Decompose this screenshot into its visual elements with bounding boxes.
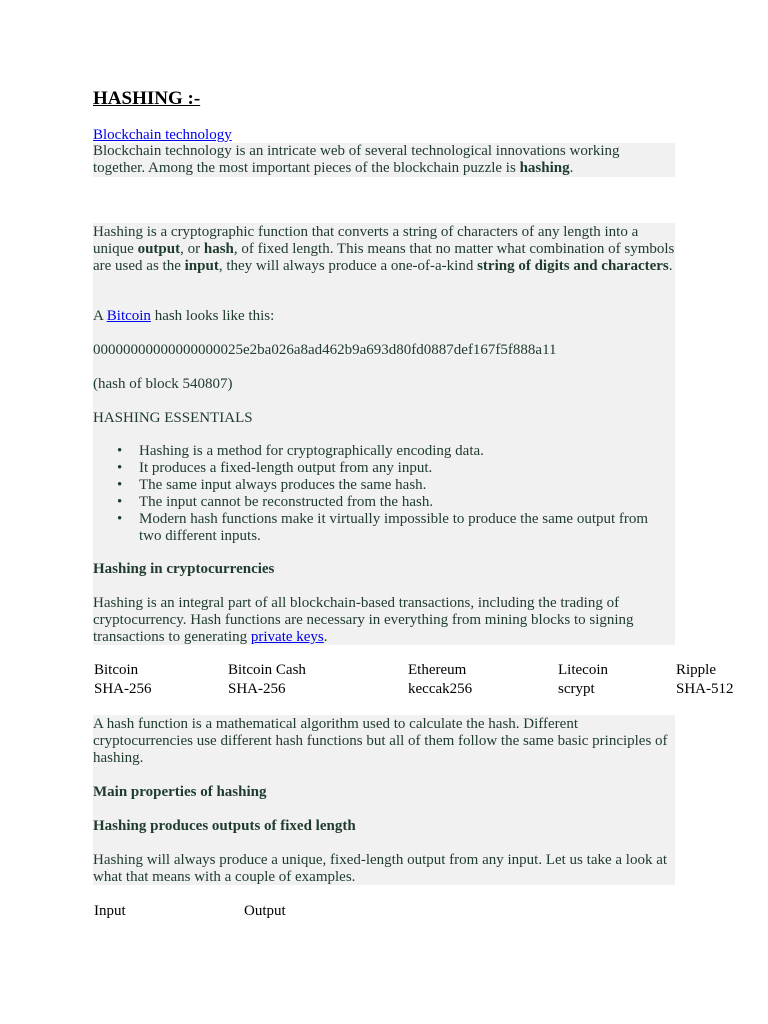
- table-cell: Ethereum: [408, 662, 467, 678]
- table-cell: Bitcoin: [94, 662, 139, 678]
- fixed-length-paragraph: Hashing will always produce a unique, fixed-length output from any input. Let us take a look at what that means with a couple of examples.: [93, 852, 668, 885]
- intro-link-line: [93, 127, 675, 144]
- definition-text-4: , they will always produce a one-of-a-kind: [218, 258, 478, 274]
- intro-text: Blockchain technology is an intricate web of several technological innovations working together. Among the most important pieces of the blockchain puzzle is: [93, 143, 620, 176]
- table-cell: Bitcoin Cash: [228, 662, 306, 678]
- output-header: Output: [244, 903, 286, 919]
- page-title: HASHING :-: [93, 88, 201, 109]
- table-cell: keccak256: [408, 681, 473, 697]
- main-properties-title: Main properties of hashing: [93, 784, 267, 800]
- bitcoin-link[interactable]: Bitcoin: [106, 308, 151, 324]
- crypto-section-suffix: .: [323, 629, 328, 645]
- table-cell: SHA-256: [94, 681, 152, 697]
- crypto-section-paragraph: [93, 595, 675, 646]
- list-item: • Hashing is a method for cryptographically encoding data.: [139, 443, 675, 460]
- table-cell: SHA-256: [228, 681, 286, 697]
- bitcoin-prefix: A: [93, 308, 107, 324]
- definition-bold-hash: hash: [203, 241, 234, 257]
- definition-bold-output: output: [137, 241, 181, 257]
- input-header: Input: [94, 903, 126, 919]
- list-item: • Modern hash functions make it virtually impossible to produce the same output from two different inputs.: [139, 511, 675, 545]
- table-row: [93, 662, 736, 681]
- list-item: • The same input always produces the same hash.: [139, 477, 675, 494]
- table-row: [93, 903, 344, 922]
- hash-function-paragraph: A hash function is a mathematical algorithm used to calculate the hash. Different cryptocurrencies use different hash functions but all of them follow the same basic principles of hashing.: [93, 716, 668, 766]
- table-cell: Litecoin: [558, 662, 608, 678]
- definition-text-1: Hashing is a cryptographic function that converts a string of characters of any length into a unique: [93, 224, 639, 257]
- table-cell: Ripple: [676, 662, 716, 678]
- list-item: • The input cannot be reconstructed from the hash.: [139, 494, 675, 511]
- definition-bold-string: string of digits and characters: [477, 258, 669, 274]
- intro-bold-hashing: hashing: [519, 160, 570, 176]
- fixed-length-title: Hashing produces outputs of fixed length: [93, 818, 356, 834]
- crypto-section-text: Hashing is an integral part of all blockchain-based transactions, including the trading of cryptocurrency. Hash functions are necessary in everything from mining blocks to signing transactions to generating: [93, 595, 634, 645]
- bitcoin-suffix: hash looks like this:: [150, 308, 275, 324]
- intro-text-end: .: [569, 160, 574, 176]
- definition-paragraph: [93, 224, 675, 275]
- crypto-section-title: Hashing in cryptocurrencies: [93, 561, 275, 577]
- private-keys-link[interactable]: private keys: [250, 629, 324, 645]
- block-note: (hash of block 540807): [93, 376, 233, 392]
- io-table: [93, 903, 344, 922]
- coins-table: [93, 662, 736, 700]
- table-cell: SHA-512: [676, 681, 734, 697]
- intro-paragraph: [93, 143, 675, 177]
- definition-text-5: .: [668, 258, 673, 274]
- definition-text-2: , or: [180, 241, 204, 257]
- definition-bold-input: input: [184, 258, 219, 274]
- essentials-title: HASHING ESSENTIALS: [93, 410, 253, 426]
- essentials-list: [93, 426, 675, 545]
- bitcoin-hash-value: 00000000000000000025e2ba026a8ad462b9a693d80fd0887def167f5f888a11: [93, 342, 557, 358]
- blockchain-technology-link[interactable]: Blockchain technology: [93, 127, 232, 143]
- definition-text-3: , of fixed length. This means that no matter what combination of symbols are used as the: [93, 241, 675, 274]
- table-row: [93, 681, 736, 700]
- list-item: • It produces a fixed-length output from any input.: [139, 460, 675, 477]
- bitcoin-hash-intro: [93, 308, 675, 325]
- table-cell: scrypt: [558, 681, 595, 697]
